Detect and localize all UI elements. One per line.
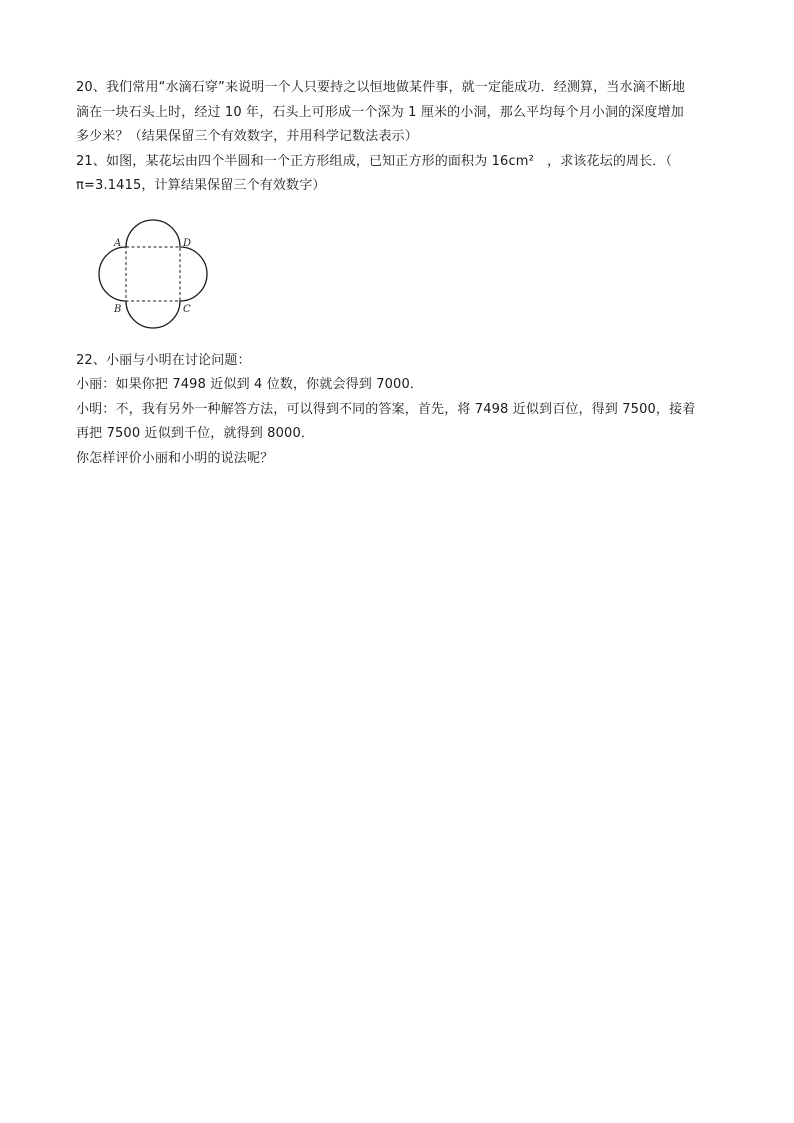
question-22-line-1: 22、小丽与小明在讨论问题： — [76, 352, 251, 368]
question-22-line-2: 小丽：如果你把 7498 近似到 4 位数，你就会得到 7000． — [76, 377, 424, 392]
question-22-line-3: 小明：不，我有另外一种解答方法，可以得到不同的答案，首先，将 7498 近似到百位，得到 7500，接着 — [76, 401, 696, 417]
vertex-label-d: D — [183, 237, 192, 249]
inner-square — [126, 247, 180, 301]
question-20-line-2: 滴在一块石头上时，经过 10 年，石头上可形成一个深为 1 厘米的小洞，那么平均每个月小洞的深度增加 — [76, 104, 684, 120]
question-20-line-1: 20、我们常用“水滴石穿”来说明一个人只要持之以恒地做某件事，就一定能成功．经测算，当水滴不断地 — [76, 80, 686, 95]
question-22 — [76, 349, 726, 472]
vertex-label-a: A — [114, 237, 122, 249]
question-22-line-5: 你怎样评价小丽和小明的说法呢？ — [76, 450, 274, 466]
question-21-line-1: 21、如图，某花坛由四个半圆和一个正方形组成，已知正方形的面积为 16cm² ，求该花坛的周长．（ — [76, 153, 673, 169]
document-page — [76, 76, 726, 471]
question-22-line-4: 再把 7500 近似到千位，就得到 8000． — [76, 426, 315, 441]
question-21-line-2: π=3.1415，计算结果保留三个有效数字） — [76, 178, 326, 193]
flower-bed-figure — [84, 207, 224, 347]
vertex-label-b: B — [114, 303, 122, 315]
question-20 — [76, 76, 726, 150]
question-21 — [76, 150, 726, 347]
vertex-label-c: C — [183, 303, 191, 315]
question-20-line-3: 多少米？（结果保留三个有效数字，并用科学记数法表示） — [76, 129, 418, 144]
